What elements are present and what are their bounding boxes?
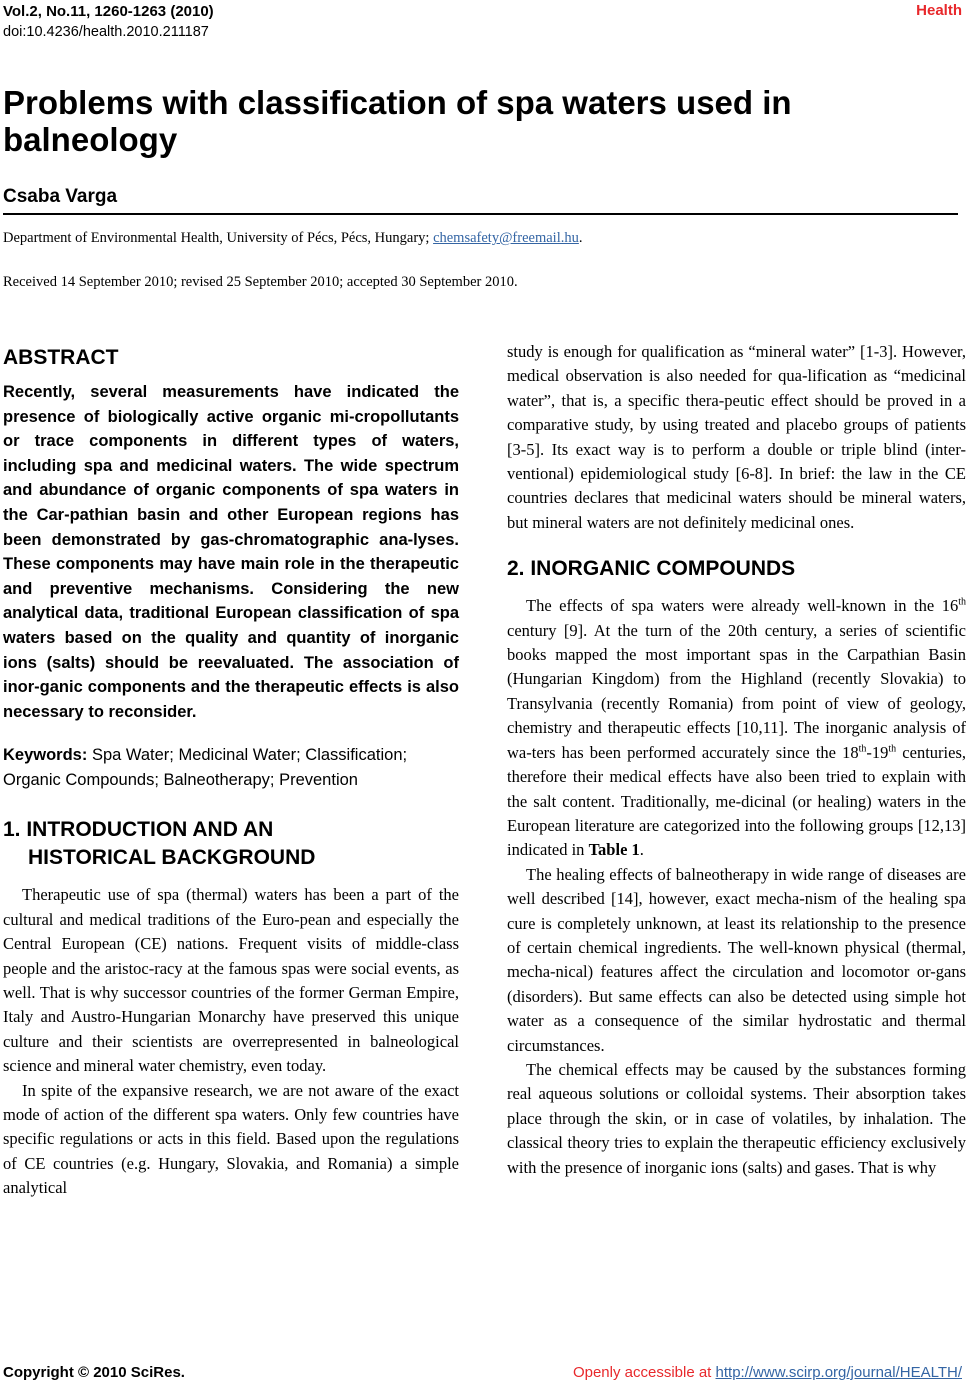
journal-name: Health — [916, 2, 962, 19]
section1-heading-line1: 1. INTRODUCTION AND AN — [3, 818, 274, 842]
section1-heading-line2: HISTORICAL BACKGROUND — [28, 846, 316, 870]
abstract-text: Recently, several measurements have indicated the presence of biologically active organic mi-cropollutants or trace components in different types of waters, including spa and medicinal waters. The wide spectrum and abundance of organic components of spa waters in the Car-pathian basin and other European regions has been demonstrated by gas-chromatographic ana-lyses. These components may have main role in the therapeutic and preventive mechanisms. Considering the new analytical data, traditional European classification of spa waters based on the quality and quantity of inorganic ions (salts) should be reevaluated. The association of inor-ganic components and the therapeutic effects is also necessary to reconsider. — [3, 383, 459, 721]
superscript-th: th — [858, 743, 867, 755]
left-column — [3, 340, 459, 1201]
intro-paragraph-1: Therapeutic use of spa (thermal) waters has been a part of the cultural and medical traditions of the Euro-pean and especially the Central European (CE) nations. Frequent visits of middle-class people and the aristoc-racy at the famous spas were social events, as well. That is why successor countries of the former German Empire, Italy and Austro-Hungarian Monarchy have preserved this unique culture and their scientists are overrepresented in balneological science and mineral water chemistry, even today. — [3, 885, 459, 1076]
section2-p1-text-b: century [9]. At the turn of the 20th century, a series of scientific books mapped the most important spas in the Carpathian Basin (Hungarian Kingdom) from the Highland (recently Slovakia) to Transylvania (recently Romania) from point of view of geology, chemistry and therapeutic effects [10,11]. The inorganic analysis of wa-ters has been performed accurately since the 18 — [507, 620, 966, 762]
keywords-list: Spa Water; Medicinal Water; Classification; Organic Compounds; Balneotherapy; Prevention — [3, 746, 408, 789]
superscript-th: th — [958, 596, 966, 608]
section2-p1-text-c: -19 — [866, 742, 889, 762]
section2-paragraph-3: The chemical effects may be caused by the substances forming real aqueous solutions or colloidal systems. Their absorption takes place through the skin, or in case of volatiles, by inhalation. The classical theory tries to explain the therapeutic efficiency exclusively with the presence of inorganic ions (salts) and gases. That is why — [507, 1059, 966, 1177]
title-divider — [3, 213, 958, 215]
keywords — [3, 743, 459, 792]
intro-paragraph-2-continued: study is enough for qualification as “mineral water” [1-3]. However, medical observation is also needed for qua-lification as “medicinal water”, that is, a specific thera-peutic effect should be proved in a comparative study, by using treated and placebo groups of patients [3-5]. Its exact way is to perform a double or triple blind (inter-ventional) epidemiological study [6-8]. In brief: the law in the CE countries declares that medicinal waters should be mineral waters, but mineral waters are not definitely medicinal ones. — [507, 342, 966, 532]
running-header — [3, 2, 214, 42]
author-email-link[interactable]: chemsafety@freemail.hu — [433, 230, 579, 246]
article-title: Problems with classification of spa waters used in balneology — [3, 84, 792, 158]
doi: doi:10.4236/health.2010.211187 — [3, 24, 209, 40]
table-1-reference: Table 1 — [588, 840, 640, 860]
volume-info: Vol.2, No.11, 1260-1263 (2010) — [3, 3, 214, 20]
section2-p1-text-a: The effects of spa waters were already well-known in the 16 — [526, 596, 959, 616]
section2-paragraph-2: The healing effects of balneotherapy in wide range of diseases are well described [14], however, exact mecha-nism of the healing spa cure is completely unknown, at least its relationship to the presence of certain chemical ingredients. The well-known physical (thermal, mecha-nical) features affect the circulation and locomotor or-gans (disorders). But same effects can also be detected using simple hot water as a consequence of the similar hydrostatic and thermal circumstances. — [507, 864, 966, 1055]
section2-p1-end: . — [639, 840, 644, 860]
section2-paragraph-1 — [507, 594, 966, 862]
affiliation-text: Department of Environmental Health, University of Pécs, Pécs, Hungary; — [3, 230, 430, 246]
open-access-notice — [573, 1364, 962, 1381]
section2-p1-text-d: centuries, therefore their medical effects have also been tried to explain with the salt content. Traditionally, me-dicinal (or healing) waters in the European literature are categorized into the following groups [12,13] indicated in — [507, 742, 966, 860]
journal-url-link[interactable]: http://www.scirp.org/journal/HEALTH/ — [715, 1364, 962, 1381]
section1-heading — [3, 816, 459, 872]
section2-heading: 2. INORGANIC COMPOUNDS — [507, 557, 796, 581]
right-column — [507, 340, 966, 1180]
keywords-label: Keywords: — [3, 746, 88, 765]
intro-paragraph-2: In spite of the expansive research, we are not aware of the exact mode of action of the different spa waters. Only few countries have specific regulations or acts in this field. Based upon the regulations of CE countries (e.g. Hungary, Slovakia, and Romania) a simple analytical — [3, 1080, 459, 1198]
received-dates: Received 14 September 2010; revised 25 September 2010; accepted 30 September 2010. — [3, 274, 518, 290]
affiliation: Department of Environmental Health, University of Pécs, Pécs, Hungary; chemsafety@freemail.hu. — [3, 230, 583, 246]
copyright: Copyright © 2010 SciRes. — [3, 1364, 185, 1381]
abstract-heading: ABSTRACT — [3, 346, 119, 369]
open-access-text: Openly accessible at — [572, 1364, 716, 1381]
superscript-th: th — [888, 743, 897, 755]
author-name: Csaba Varga — [3, 186, 118, 207]
